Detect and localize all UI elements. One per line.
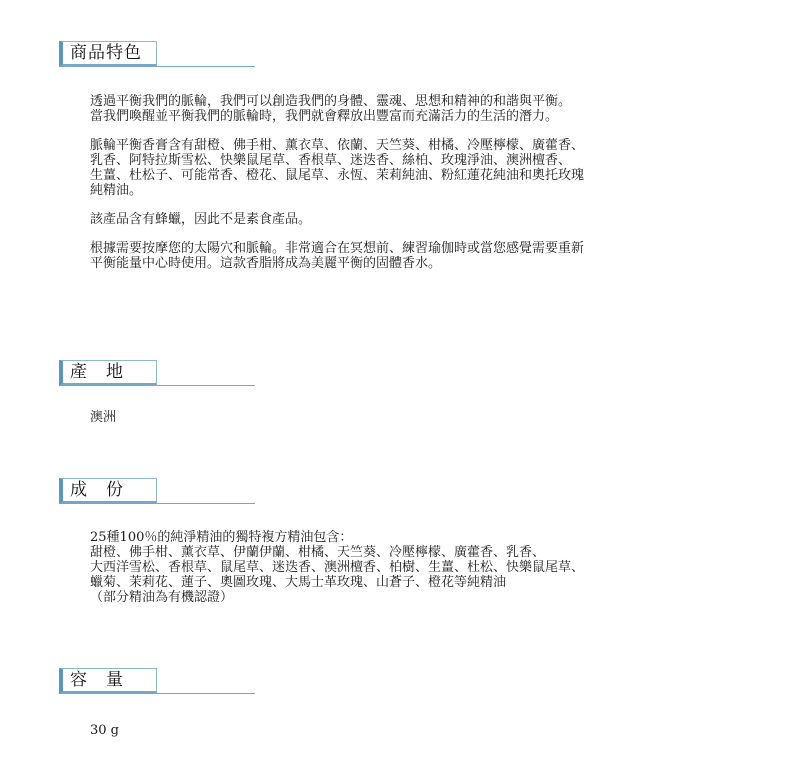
section-header-origin xyxy=(59,360,255,390)
volume-value: 30 g xyxy=(90,723,119,738)
ingredients-content xyxy=(90,530,790,605)
section-divider xyxy=(157,385,255,386)
features-paragraph: 該產品含有蜂蠟，因此不是素食產品。 xyxy=(90,212,312,227)
section-title-features: 商品特色 xyxy=(59,41,157,67)
section-divider xyxy=(157,66,255,67)
section-title-volume: 容 量 xyxy=(59,668,157,694)
ingredients-text: 25種100％的純淨精油的獨特複方精油包含： 甜橙、佛手柑、薰衣草、伊蘭伊蘭、柑橘、天竺葵、冷壓檸檬、廣藿香、乳香、 大西洋雪松、香根草、鼠尾草、迷迭香、澳洲檀香、柏樹、生薑、杜松、快樂鼠尾草、 蠟菊、茉莉花、蓮子、奧圖玫瑰、大馬士革玫瑰、山蒼子、橙花等純精油 （部分精油為有機認證） xyxy=(90,530,585,605)
section-divider xyxy=(157,693,255,694)
origin-value: 澳洲 xyxy=(90,410,117,425)
origin-content xyxy=(90,410,790,425)
section-title-ingredients: 成 份 xyxy=(59,478,157,504)
features-content xyxy=(90,94,790,271)
features-paragraph: 根據需要按摩您的太陽穴和脈輪。非常適合在冥想前、練習瑜伽時或當您感覺需要重新 平衡能量中心時使用。這款香脂將成為美麗平衡的固體香水。 xyxy=(90,241,585,271)
section-header-ingredients xyxy=(59,478,255,508)
features-paragraph: 脈輪平衡香膏含有甜橙、佛手柑、薰衣草、依蘭、天竺葵、柑橘、冷壓檸檬、廣藿香、 乳香、阿特拉斯雪松、快樂鼠尾草、香根草、迷迭香、絲柏、玫瑰淨油、澳洲檀香、 生薑、杜松子、可能常香、橙花、鼠尾草、永恆、茉莉純油、粉紅蓮花純油和奧托玫瑰 純精油。 xyxy=(90,138,585,198)
section-title-origin: 產 地 xyxy=(59,360,157,386)
section-divider xyxy=(157,503,255,504)
volume-content xyxy=(90,723,790,738)
section-header-features xyxy=(59,41,255,71)
section-header-volume xyxy=(59,668,255,698)
features-paragraph: 透過平衡我們的脈輪，我們可以創造我們的身體、靈魂、思想和精神的和諧與平衡。 當我們喚醒並平衡我們的脈輪時，我們就會釋放出豐富而充滿活力的生活的潛力。 xyxy=(90,94,572,124)
